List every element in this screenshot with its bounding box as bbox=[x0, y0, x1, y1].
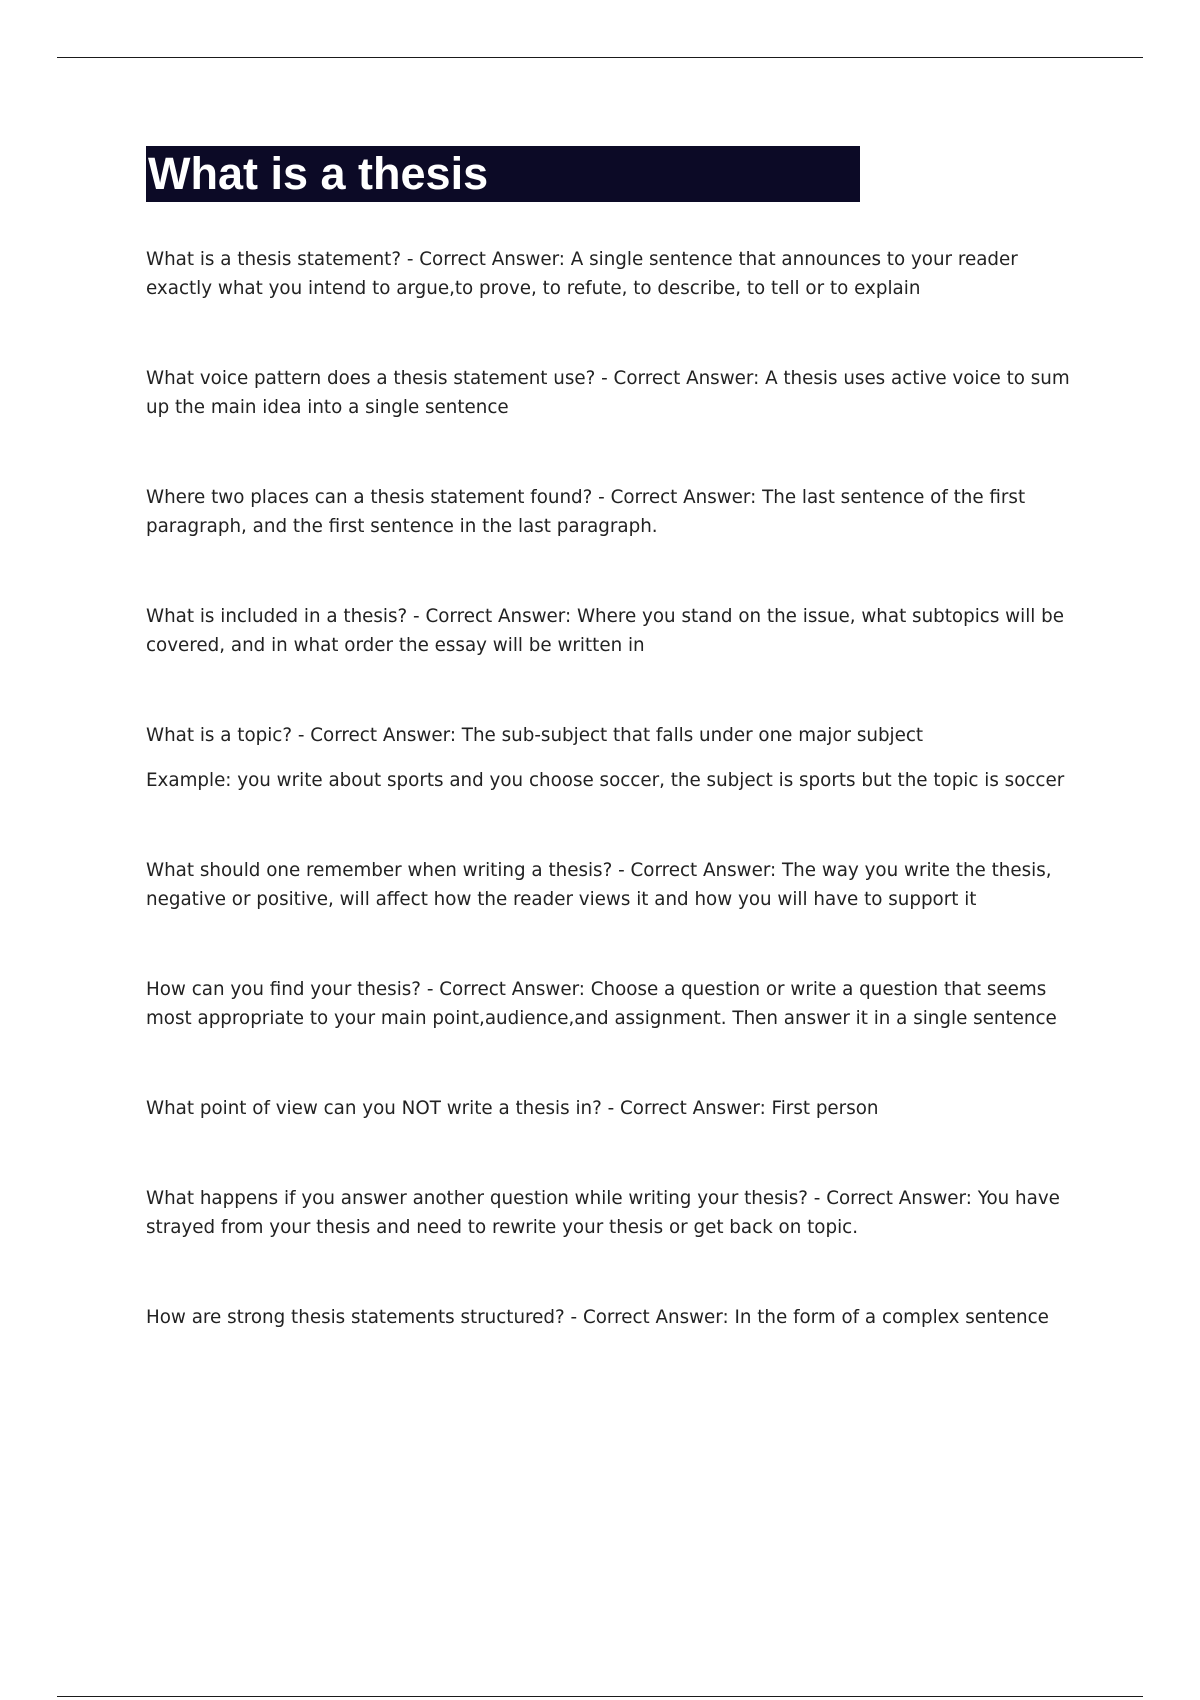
qa-text: What is included in a thesis? - Correct Answer: Where you stand on the issue, what subtopics will be covered, and in what order the essay will be written in bbox=[146, 606, 1065, 656]
page-title: What is a thesis bbox=[148, 148, 489, 199]
qa-item-9 bbox=[146, 1184, 1086, 1242]
qa-item-4 bbox=[146, 602, 1086, 660]
qa-text: How are strong thesis statements structured? - Correct Answer: In the form of a complex sentence bbox=[146, 1307, 1049, 1328]
qa-text: How can you find your thesis? - Correct Answer: Choose a question or write a question that seems most appropriate to your main point,audience,and assignment. Then answer it in a single sentence bbox=[146, 979, 1057, 1029]
qa-example: Example: you write about sports and you choose soccer, the subject is sports but the topic is soccer bbox=[146, 770, 1065, 791]
qa-text: What point of view can you NOT write a thesis in? - Correct Answer: First person bbox=[146, 1098, 879, 1119]
qa-list bbox=[146, 245, 1086, 1332]
qa-item-6 bbox=[146, 856, 1086, 914]
qa-text: What is a topic? - Correct Answer: The sub-subject that falls under one major subject bbox=[146, 725, 924, 746]
qa-item-7 bbox=[146, 975, 1086, 1033]
qa-item-8 bbox=[146, 1094, 1086, 1123]
bottom-divider bbox=[57, 1696, 1143, 1697]
qa-text: What happens if you answer another question while writing your thesis? - Correct Answer: You have strayed from your thesis and need to rewrite your thesis or get back on topic. bbox=[146, 1188, 1060, 1238]
qa-item-10 bbox=[146, 1303, 1086, 1332]
qa-text: What should one remember when writing a thesis? - Correct Answer: The way you write the thesis, negative or positive, will affect how the reader views it and how you will have to support it bbox=[146, 860, 1052, 910]
qa-text: Where two places can a thesis statement found? - Correct Answer: The last sentence of the first paragraph, and the first sentence in the last paragraph. bbox=[146, 487, 1026, 537]
qa-item-3 bbox=[146, 483, 1086, 541]
qa-item-1 bbox=[146, 245, 1086, 303]
qa-text: What voice pattern does a thesis statement use? - Correct Answer: A thesis uses active voice to sum up the main idea into a single sentence bbox=[146, 368, 1070, 418]
top-divider bbox=[57, 57, 1143, 58]
title-banner bbox=[146, 146, 860, 202]
qa-text: What is a thesis statement? - Correct Answer: A single sentence that announces to your reader exactly what you intend to argue,to prove, to refute, to describe, to tell or to explain bbox=[146, 249, 1018, 299]
qa-item-5 bbox=[146, 721, 1086, 795]
qa-item-2 bbox=[146, 364, 1086, 422]
